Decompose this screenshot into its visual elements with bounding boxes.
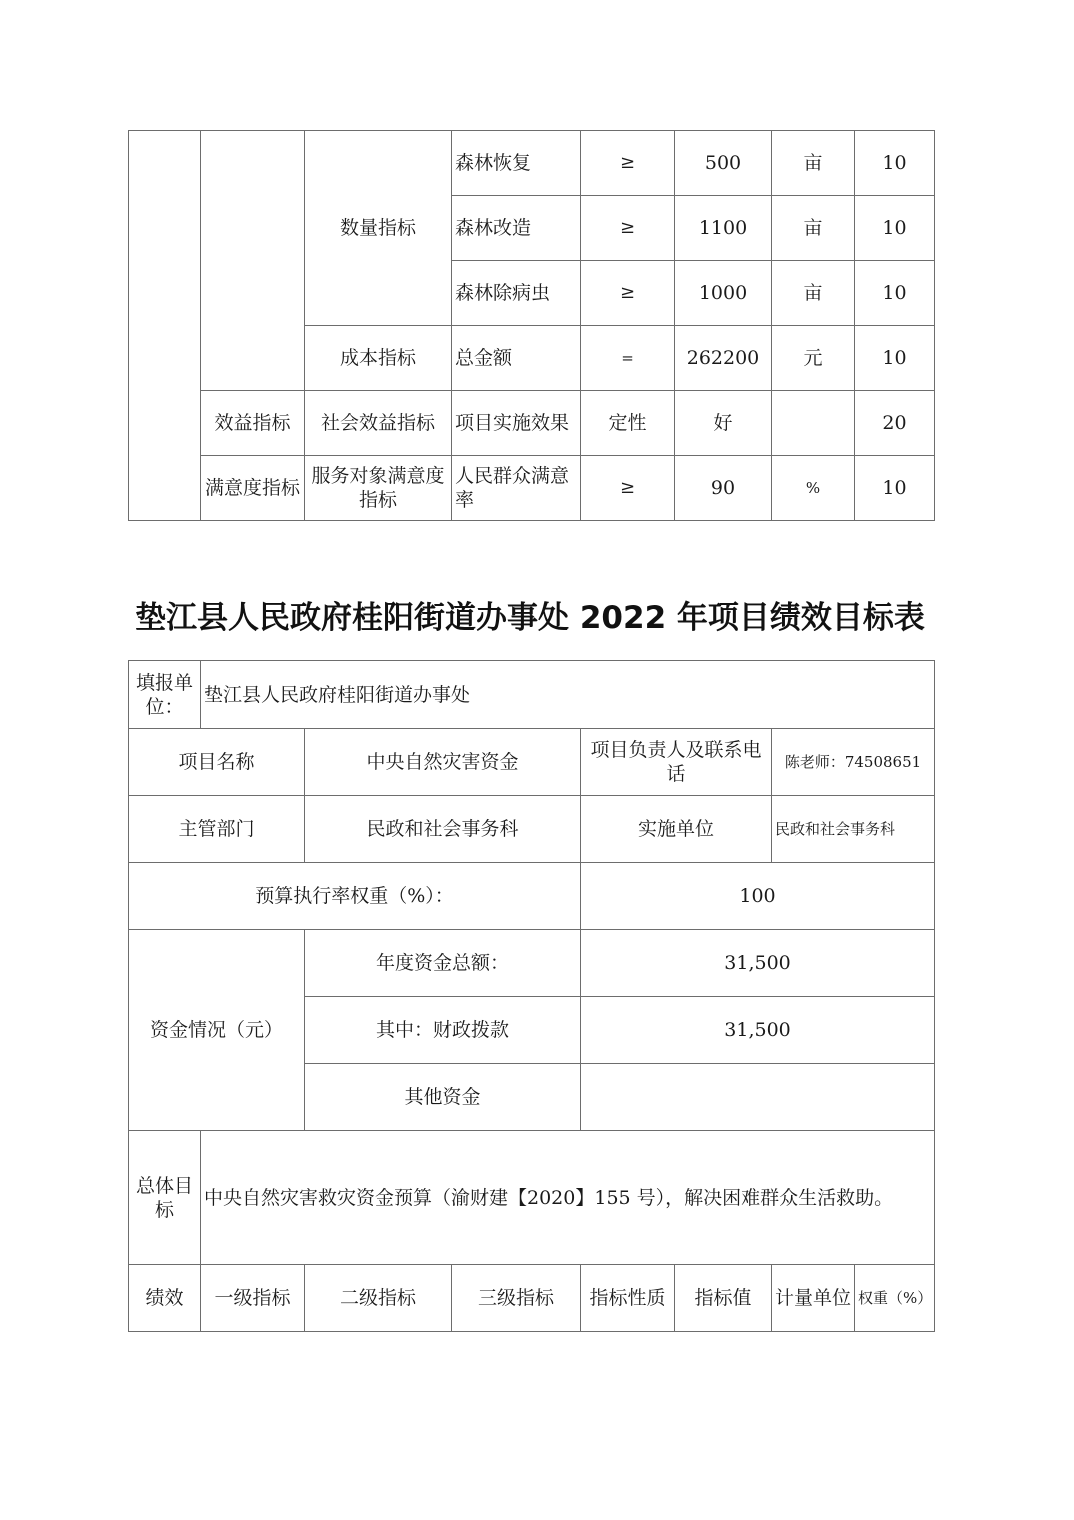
budget-rate-label: 预算执行率权重（%）： bbox=[129, 863, 581, 930]
impl-unit-label: 实施单位 bbox=[581, 796, 772, 863]
fiscal-allocation-value: 31,500 bbox=[581, 997, 935, 1064]
budget-rate-value: 100 bbox=[581, 863, 935, 930]
impl-unit-value: 民政和社会事务科 bbox=[772, 796, 935, 863]
annual-total-label: 年度资金总额： bbox=[305, 930, 581, 997]
indicator-weight: 10 bbox=[855, 196, 935, 261]
quantity-indicator-label: 数量指标 bbox=[305, 131, 452, 326]
indicator-weight: 10 bbox=[855, 261, 935, 326]
indicator-name: 森林除病虫 bbox=[452, 261, 581, 326]
header-level2: 二级指标 bbox=[305, 1265, 452, 1332]
indicator-name: 森林改造 bbox=[452, 196, 581, 261]
header-level3: 三级指标 bbox=[452, 1265, 581, 1332]
indicator-unit: 亩 bbox=[772, 196, 855, 261]
indicator-value: 好 bbox=[675, 391, 772, 456]
header-level1: 一级指标 bbox=[201, 1265, 305, 1332]
indicator-value: 262200 bbox=[675, 326, 772, 391]
output-indicator-cell bbox=[201, 131, 305, 391]
other-funds-value bbox=[581, 1064, 935, 1131]
fiscal-allocation-label: 其中：财政拨款 bbox=[305, 997, 581, 1064]
overall-goal-value: 中央自然灾害救灾资金预算（渝财建【2020】155 号），解决困难群众生活救助。 bbox=[201, 1131, 935, 1265]
performance-goal-table bbox=[128, 660, 935, 1332]
project-name-label: 项目名称 bbox=[129, 729, 305, 796]
indicator-weight: 20 bbox=[855, 391, 935, 456]
indicator-value: 1000 bbox=[675, 261, 772, 326]
dept-value: 民政和社会事务科 bbox=[305, 796, 581, 863]
indicator-operator: ≥ bbox=[581, 261, 675, 326]
indicator-unit: 亩 bbox=[772, 261, 855, 326]
indicator-name: 森林恢复 bbox=[452, 131, 581, 196]
indicator-weight: 10 bbox=[855, 326, 935, 391]
header-value: 指标值 bbox=[675, 1265, 772, 1332]
indicator-name: 人民群众满意率 bbox=[452, 456, 581, 521]
annual-total-value: 31,500 bbox=[581, 930, 935, 997]
benefit-indicator-label: 效益指标 bbox=[201, 391, 305, 456]
social-benefit-label: 社会效益指标 bbox=[305, 391, 452, 456]
contact-value: 陈老师：74508651 bbox=[772, 729, 935, 796]
indicator-unit: % bbox=[772, 456, 855, 521]
indicator-weight: 10 bbox=[855, 131, 935, 196]
reporting-unit-label: 填报单位： bbox=[129, 661, 201, 729]
indicator-name: 总金额 bbox=[452, 326, 581, 391]
header-weight: 权重（%） bbox=[855, 1265, 935, 1332]
project-name-value: 中央自然灾害资金 bbox=[305, 729, 581, 796]
indicator-table-continued bbox=[128, 130, 935, 521]
satisfaction-indicator-label: 满意度指标 bbox=[201, 456, 305, 521]
indicator-weight: 10 bbox=[855, 456, 935, 521]
overall-goal-label: 总体目标 bbox=[129, 1131, 201, 1265]
perf-column-cell bbox=[129, 131, 201, 521]
service-satisfaction-label: 服务对象满意度指标 bbox=[305, 456, 452, 521]
dept-label: 主管部门 bbox=[129, 796, 305, 863]
contact-label: 项目负责人及联系电话 bbox=[581, 729, 772, 796]
indicator-value: 500 bbox=[675, 131, 772, 196]
indicator-unit: 亩 bbox=[772, 131, 855, 196]
indicator-operator: = bbox=[581, 326, 675, 391]
indicator-unit bbox=[772, 391, 855, 456]
indicator-unit: 元 bbox=[772, 326, 855, 391]
funds-label: 资金情况（元） bbox=[129, 930, 305, 1131]
indicator-operator: ≥ bbox=[581, 196, 675, 261]
indicator-name: 项目实施效果 bbox=[452, 391, 581, 456]
header-unit: 计量单位 bbox=[772, 1265, 855, 1332]
indicator-value: 90 bbox=[675, 456, 772, 521]
page-title: 垫江县人民政府桂阳街道办事处 2022 年项目绩效目标表 bbox=[135, 600, 925, 636]
performance-label: 绩效 bbox=[129, 1265, 201, 1332]
other-funds-label: 其他资金 bbox=[305, 1064, 581, 1131]
indicator-operator: ≥ bbox=[581, 456, 675, 521]
indicator-value: 1100 bbox=[675, 196, 772, 261]
cost-indicator-label: 成本指标 bbox=[305, 326, 452, 391]
indicator-operator: 定性 bbox=[581, 391, 675, 456]
reporting-unit-value: 垫江县人民政府桂阳街道办事处 bbox=[201, 661, 935, 729]
indicator-operator: ≥ bbox=[581, 131, 675, 196]
header-nature: 指标性质 bbox=[581, 1265, 675, 1332]
